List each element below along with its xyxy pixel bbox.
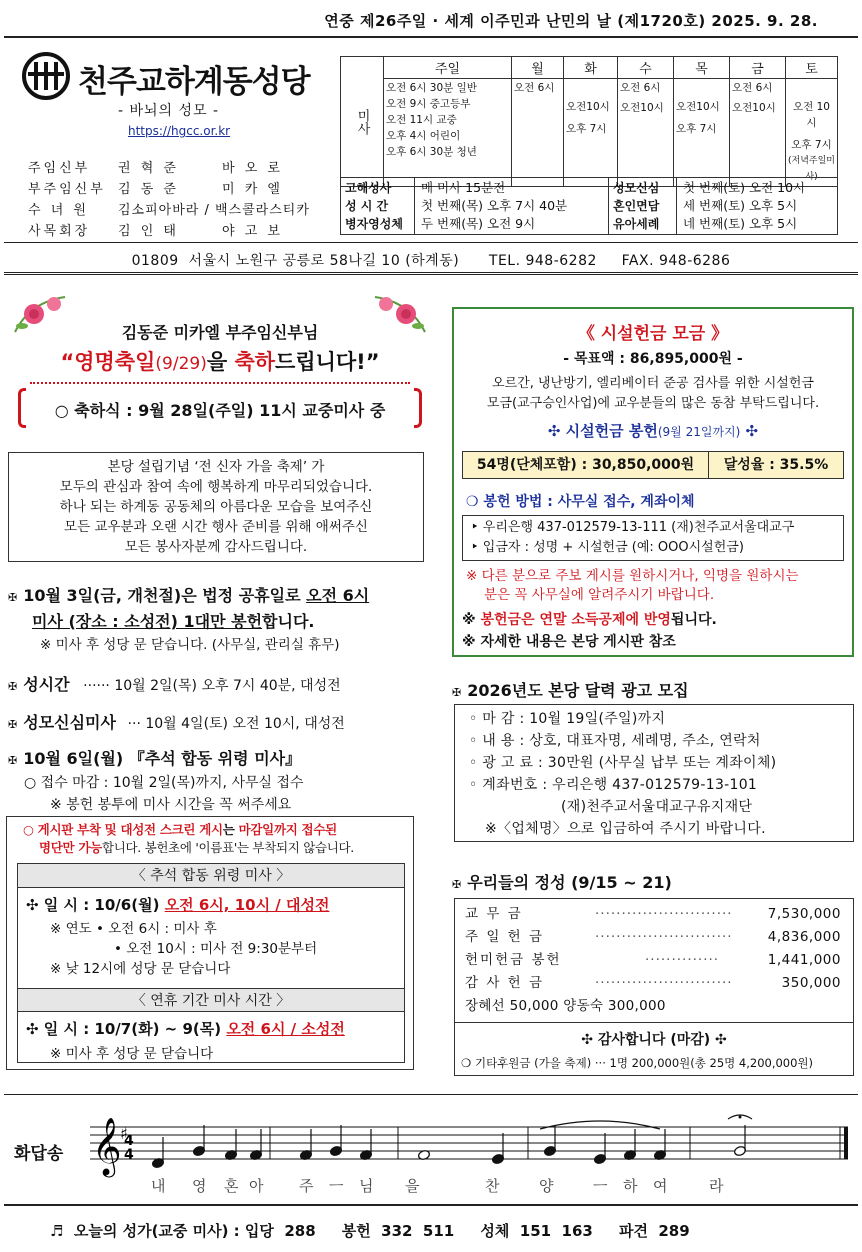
calendar-ad-box [454,704,854,842]
facility-progress: 54명(단체포함) : 30,850,000원 달성율 : 35.5% [462,451,844,479]
facility-tax: ※ 봉헌금은 연말 소득공제에 반영됩니다. [462,612,717,628]
holiday-note: ※ 미사 후 성당 문 닫습니다 [50,1046,214,1062]
lyric-syllable: 영 [192,1177,207,1195]
notice-sub: ○ 접수 마감 : 10월 2일(목)까지, 사무실 접수 [24,775,304,791]
chuseok-notice: ○ 게시판 부착 및 대성전 스크린 게시는 마감일까지 접수된 명단만 가능합니다. 봉헌초에 '이름표'는 부착되지 않습니다. [23,822,354,855]
facility-anon: ※ 다른 분으로 주보 게시를 원하시거나, 익명을 원하시는 분은 꼭 사무실에 알려주시기 바랍니다. [466,568,799,603]
facility-desc: 오르간, 냉난방기, 엘리베이터 준공 검사를 위한 시설헌금 모금(교구승인사업)에 교우분들의 많은 동참 부탁드립니다. [486,376,820,411]
feast-name: 김동준 미카엘 부주임신부님 [121,323,319,342]
staff-row: 주임신부 권 혁 준 바 오 로 [28,161,283,176]
feast-ceremony: ○ 축하식 : 9월 28일(주일) 11시 교중미사 중 [54,401,386,420]
chuseok-mass-date: ✣ 일 시 : 10/6(월) 오전 6시, 10시 / 대성전 [26,896,330,914]
sacrament-label: 유아세례 [613,217,660,231]
calendar-ad-line: ※〈업체명〉으로 입금하여 주시기 바랍니다. [485,821,766,837]
feast-congrats: “영명축일(9/29)을 축하드립니다!” [60,350,380,374]
lyric-syllable: 내 [151,1177,166,1195]
offering-row: 주 일 헌 금 ·························· 4,836,000 [465,929,841,945]
thanks-line: 모두의 관심과 참여 속에 행복하게 마무리되었습니다. [59,479,373,495]
divider [4,36,858,38]
sacrament-time: 세 번째(토) 오후 5시 [683,198,798,213]
divider [4,1094,858,1095]
facility-method: ❍ 봉헌 방법 : 사무실 접수, 계좌이체 [466,494,695,510]
lyric-syllable: 을 [405,1177,420,1195]
staff-row: 부주임신부 김 동 준 미 카 엘 [28,182,283,197]
sacrament-time: 두 번째(목) 오전 9시 [421,216,536,231]
thanks-line: 모든 봉사자분께 감사드립니다. [124,539,308,555]
offering-row: 교 무 금 ·························· 7,530,000 [465,906,841,922]
staff-row: 수 녀 원 김소피아바라 / 백스콜라스티카 [28,203,310,218]
church-logo [20,52,320,102]
notice-gaecheonjeol: ✠ 10월 3일(금, 개천절)은 법정 공휴일로 오전 6시 미사 (장소 : 소성전) 1대만 봉헌합니다. [8,586,370,631]
lyric-syllable: 양 [539,1177,554,1195]
calendar-ad-line: ◦ 계좌번호 : 우리은행 437-012579-13-101 [469,777,758,793]
facility-fund-box [452,307,854,657]
facility-offer-title: ✣ 시설헌금 봉헌(9월 21일까지) ✣ [547,422,759,440]
svg-text:4: 4 [124,1133,134,1149]
facility-detail: ※ 자세한 내용은 본당 게시판 참조 [462,634,676,650]
day-header: 목 [674,57,730,79]
todays-hymns: ♬ 오늘의 성가(교중 미사) : 입당 288 봉헌 332 511 성체 151 163 파견 289 [50,1222,690,1240]
lyric-syllable: 여 [653,1177,668,1195]
lyric-syllable: ㅡ [593,1177,608,1195]
facility-goal: - 목표액 : 86,895,000원 - [563,351,743,367]
thanks-line: 하나 되는 하계동 공동체의 아름다운 모습을 보여주신 [59,499,373,515]
offering-donors: 장혜선 50,000 양동숙 300,000 [465,998,666,1014]
lyric-syllable: 하 [623,1177,638,1195]
lyric-syllable: 혼 [224,1177,239,1195]
day-header: 토 [786,57,838,79]
notice-sub: ※ 봉헌 봉투에 미사 시간을 꼭 써주세요 [50,797,292,813]
sacrament-label: 고해성사 [345,181,392,195]
wednesday-times: 오전 6시 오전10시 [618,79,674,187]
sacrament-label: 성 시 간 [345,199,389,213]
church-name: 천주교하계동성당 [78,64,310,100]
day-header: 월 [512,57,564,79]
lyric-syllable: 님 [359,1177,374,1195]
saturday-times: 오전 10시 오후 7시 (저녁주일미사) [786,79,838,187]
issue-line: 연중 제26주일 · 세계 이주민과 난민의 날 (제1720호) 2025. 9. 28. [324,12,818,30]
thanks-line: 본당 설립기념 ‘전 신자 가을 축제’ 가 [107,459,325,475]
holiday-mass-date: ✣ 일 시 : 10/7(화) ~ 9(목) 오전 6시 / 소성전 [26,1020,345,1038]
offerings-table [454,898,854,1076]
sharp-icon: ♯ [120,1124,128,1143]
divider [4,272,858,275]
lyric-syllable: 라 [709,1177,724,1195]
music-notes [151,1125,746,1169]
thanks-line: 모든 교우분과 오랜 시간 행사 준비를 위해 애써주신 [64,519,368,535]
sacrament-time: 첫 번째(토) 오전 10시 [683,180,806,195]
sacrament-time: 네 번째(토) 오후 5시 [683,216,798,231]
lyric-syllable: 주 [299,1177,314,1195]
chuseok-mass-box [6,816,414,1070]
lyric-syllable: ㅡ [329,1177,344,1195]
holiday-mass-header: 〈 연휴 기간 미사 시간 〉 [18,988,404,1012]
notice-chuseok: ✠ 10월 6일(월) 『추석 합동 위령 미사』 [8,749,302,768]
mass-label: 미사 [341,57,384,187]
day-header: 금 [730,57,786,79]
lyric-syllable: 찬 [485,1177,500,1195]
facility-title: 《 시설헌금 모금 》 [577,324,729,344]
mass-schedule-table [340,56,838,187]
notice-holy-hour: ✠ 성시간 ······ 10월 2일(목) 오후 7시 40분, 대성전 [8,675,341,694]
feast-banner [10,292,430,440]
staff-row: 사목회장 김 인 태 야 고 보 [28,224,283,239]
divider [4,1204,858,1206]
offering-row: 감 사 헌 금 ·························· 350,000 [465,975,841,991]
tuesday-times: 오전10시 오후 7시 [564,79,618,187]
divider [4,242,858,243]
thursday-times: 오전10시 오후 7시 [674,79,730,187]
notice-note: ※ 미사 후 성당 문 닫습니다. (사무실, 관리실 휴무) [40,637,340,653]
calendar-ad-line: ◦ 마 감 : 10월 19일(주일)까지 [469,711,666,727]
calendar-ad-line: ◦ 내 용 : 상호, 대표자명, 세례명, 주소, 연락처 [469,733,761,749]
sacrament-label: 혼인면담 [613,199,660,213]
sacrament-time: 매 미사 15분전 [421,180,506,195]
calendar-ad-line: ◦ 광 고 료 : 30만원 (사무실 납부 또는 계좌이체) [469,755,777,771]
friday-times: 오전 6시 오전10시 [730,79,786,187]
psalm-label: 화답송 [14,1144,64,1164]
offerings-thanks: ✣ 감사합니다 (마감) ✣ [581,1032,727,1048]
treble-clef-icon: 𝄞 [92,1117,122,1175]
sacrament-label: 병자영성체 [345,217,403,231]
facility-account: ‣ 우리은행 437-012579-13-111 (재)천주교서울대교구 ‣ 입금자 : 성명 + 시설헌금 (예: OOO시설헌금) [462,515,844,561]
church-emblem-icon [20,50,72,102]
monday-times: 오전 6시 [512,79,564,187]
offerings-title: ✠ 우리들의 정성 (9/15 ~ 21) [452,873,672,892]
calendar-ad-title: ✠ 2026년도 본당 달력 광고 모집 [452,681,689,700]
calendar-ad-line: (재)천주교서울대교구유지재단 [561,799,753,815]
website-link[interactable]: https://hgcc.or.kr [128,124,231,138]
psalm-response [0,1105,862,1200]
chuseok-yeondo: ※ 연도 • 오전 6시 : 미사 후 • 오전 10시 : 미사 전 9:30분부터 ※ 낮 12시에 성당 문 닫습니다 [50,921,318,977]
subtitle: - 바뇌의 성모 - [118,103,220,119]
day-header: 주일 [384,57,512,79]
sacrament-label: 성모신심 [613,181,660,195]
svg-text:4: 4 [124,1147,134,1163]
thanks-notice [8,452,424,562]
notice-marian-mass: ✠ 성모신심미사 ··· 10월 4일(토) 오전 10시, 대성전 [8,713,345,732]
church-address: 01809 서울시 노원구 공릉로 58나길 10 (하계동) TEL. 948-6282 FAX. 948-6286 [131,253,731,269]
other-donation: ❍ 기타후원금 (가을 축제) ··· 1명 200,000원(총 25명 4,200,000원) [461,1056,814,1070]
sacrament-schedule [340,177,838,235]
day-header: 화 [564,57,618,79]
sacrament-time: 첫 번째(목) 오후 7시 40분 [421,198,568,213]
day-header: 수 [618,57,674,79]
offering-row: 헌미헌금 봉헌 ·············· 1,441,000 [465,952,841,968]
chuseok-mass-header: 〈 추석 합동 위령 미사 〉 [18,864,404,888]
music-staff [0,1105,862,1200]
sunday-times: 오전 6시 30분 일반 오전 9시 중고등부 오전 11시 교중 오후 4시 어린이 오후 6시 30분 청년 [384,79,512,187]
lyric-syllable: 아 [249,1177,264,1195]
